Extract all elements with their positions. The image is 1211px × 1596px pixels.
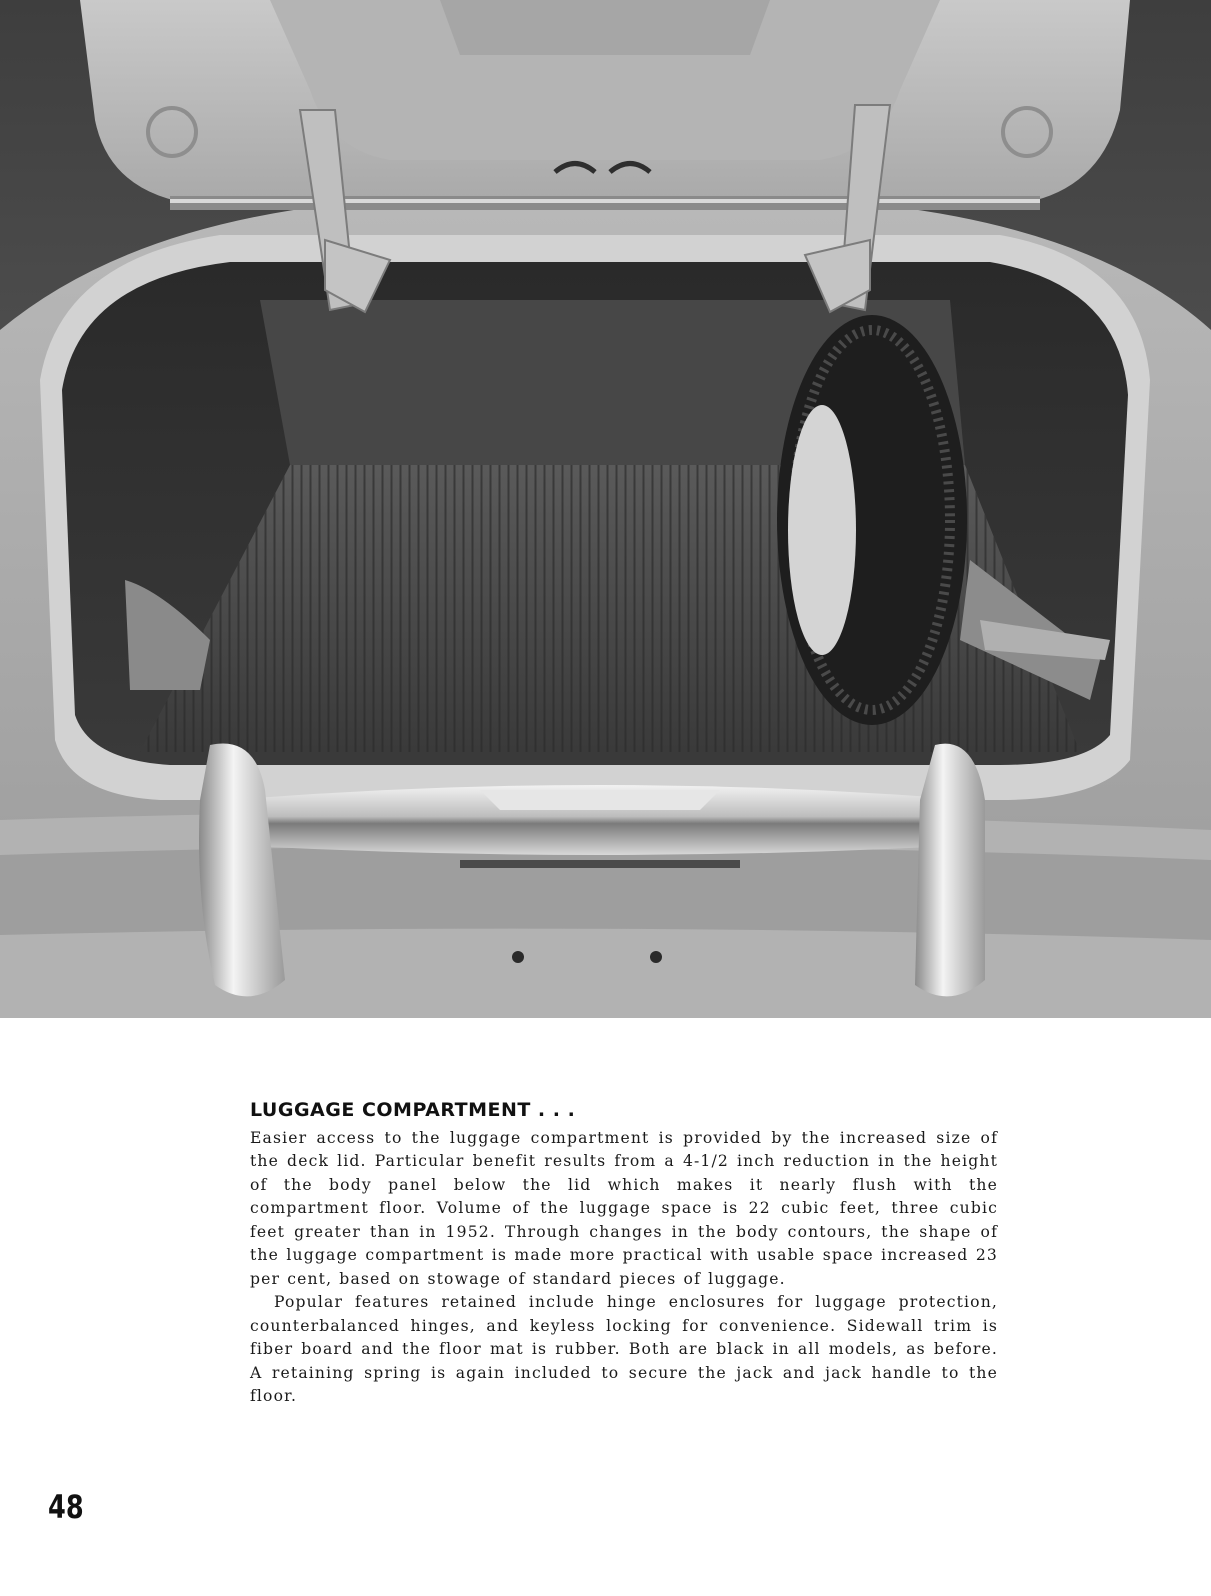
page-number: 48 — [48, 1488, 84, 1526]
article-body — [250, 1100, 998, 1409]
paragraph-1: Easier access to the luggage compartment is provided by the increased size of the deck lid. Particular benefit results from a 4-1/2 inch reduction in the height of the body panel below the lid which makes it nearly flush with the compartment floor. Volume of the luggage space is 22 cubic feet, three cubic feet greater than in 1952. Through changes in the body contours, the shape of the luggage compartment is made more practical with usable space increased 23 per cent, based on stowage of standard pieces of luggage. — [250, 1128, 998, 1288]
section-heading: LUGGAGE COMPARTMENT . . . — [250, 1099, 576, 1121]
paragraph-2: Popular features retained include hinge enclosures for luggage protection, counterbalanced hinges, and keyless locking for convenience. Sidewall trim is fiber board and the floor mat is rubber. Both are black in all models, as before. A retaining spring is again included to secure the jack and jack handle to the floor. — [250, 1293, 998, 1406]
